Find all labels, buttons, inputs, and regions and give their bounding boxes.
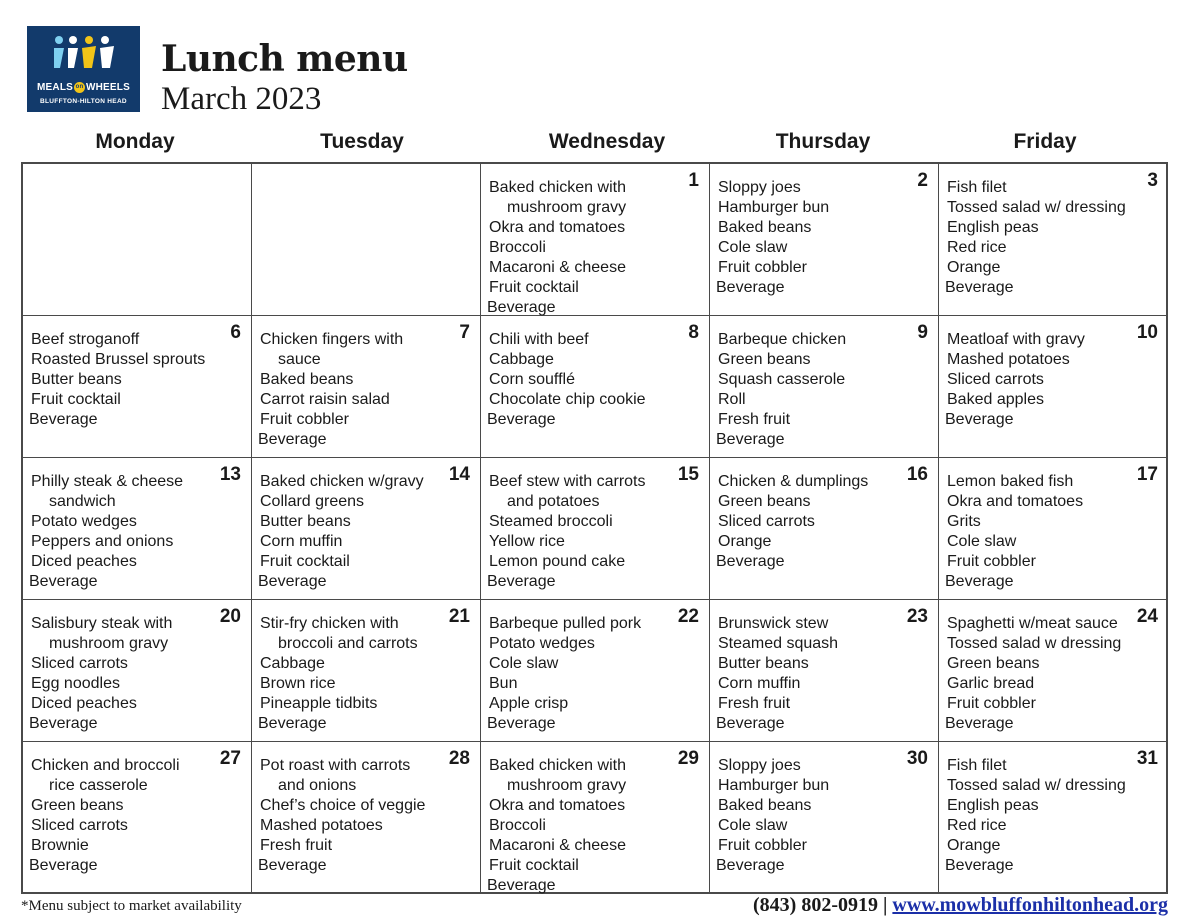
menu-item: Fish filet [947,179,1007,196]
menu-item: mushroom gravy [507,777,627,794]
menu-item: Cabbage [260,655,325,672]
menu-item: Okra and tomatoes [489,219,626,236]
menu-calendar-grid [21,162,1168,894]
menu-item: Beverage [29,715,98,732]
day-number: 23 [906,606,928,627]
menu-item: Brownie [31,837,89,854]
menu-items [718,756,934,876]
menu-item: Chef’s choice of veggie [260,797,426,814]
calendar-cell [710,316,939,458]
menu-item: Beverage [945,411,1014,428]
calendar-cell [23,458,252,600]
menu-item: Garlic bread [947,675,1035,692]
menu-item: Baked beans [718,797,812,814]
day-number: 24 [1136,606,1158,627]
menu-item: Chicken fingers with [260,331,404,348]
menu-item: Lemon pound cake [489,553,626,570]
menu-item: Beverage [716,715,785,732]
menu-item: Mashed potatoes [260,817,383,834]
menu-item: Steamed broccoli [489,513,613,530]
calendar-cell [23,164,252,316]
menu-item: Beverage [945,279,1014,296]
menu-items [947,330,1164,430]
menu-item: Collard greens [260,493,365,510]
menu-item: Lemon baked fish [947,473,1074,490]
calendar-cell [252,742,481,892]
menu-item: Beverage [258,431,327,448]
logo-figures-icon [51,34,117,76]
menu-item: Beverage [487,299,556,316]
page-title: Lunch menu [161,38,408,80]
menu-item: Beverage [487,411,556,428]
menu-item: Diced peaches [31,695,137,712]
calendar-cell [939,458,1168,600]
menu-item: Butter beans [260,513,351,530]
menu-item: Apple crisp [489,695,569,712]
calendar-cell [939,164,1168,316]
menu-item: Diced peaches [31,553,137,570]
calendar-cell [252,164,481,316]
menu-item: Beverage [258,857,327,874]
menu-item: Chocolate chip cookie [489,391,646,408]
menu-items [947,614,1164,734]
menu-item: Macaroni & cheese [489,259,626,276]
menu-item: Corn muffin [718,675,801,692]
day-number: 30 [906,748,928,769]
menu-item: Squash casserole [718,371,846,388]
day-header-friday: Friday [1013,130,1077,153]
logo-wordmark: MEALS on WHEELS [37,82,130,94]
menu-item: Broccoli [489,817,546,834]
menu-item: Broccoli [489,239,546,256]
day-number: 6 [230,322,241,343]
menu-items [31,756,247,876]
calendar-cell [710,742,939,892]
day-number: 22 [677,606,699,627]
menu-item: Brunswick stew [718,615,829,632]
page-subtitle: March 2023 [161,81,322,117]
meals-on-wheels-logo [27,26,140,112]
menu-item: Yellow rice [489,533,565,550]
menu-item: Beverage [716,553,785,570]
menu-item: Beef stroganoff [31,331,140,348]
day-number: 16 [906,464,928,485]
menu-item: rice casserole [49,777,148,794]
menu-items [718,472,934,572]
day-number: 13 [219,464,241,485]
menu-item: Egg noodles [31,675,120,692]
menu-items [260,472,476,592]
menu-item: Carrot raisin salad [260,391,390,408]
day-number: 1 [688,170,699,191]
menu-item: Salisbury steak with [31,615,173,632]
menu-items [947,178,1164,298]
menu-item: Orange [718,533,772,550]
day-number: 21 [448,606,470,627]
menu-item: Fruit cobbler [947,695,1036,712]
menu-item: Brown rice [260,675,336,692]
day-header-thursday: Thursday [775,130,871,153]
menu-item: Barbeque pulled pork [489,615,642,632]
logo-location: BLUFFTON-HILTON HEAD [40,98,127,105]
menu-item: Beef stew with carrots [489,473,646,490]
menu-items [947,756,1164,876]
menu-item: Pot roast with carrots [260,757,411,774]
menu-items [489,756,705,896]
menu-item: Sloppy joes [718,179,801,196]
menu-item: Roasted Brussel sprouts [31,351,206,368]
menu-items [718,178,934,298]
menu-item: Chicken & dumplings [718,473,869,490]
menu-item: Corn soufflé [489,371,575,388]
menu-item: Baked chicken with [489,179,626,196]
menu-item: Chicken and broccoli [31,757,180,774]
calendar-cell [939,600,1168,742]
menu-item: Beverage [945,573,1014,590]
menu-item: English peas [947,797,1039,814]
day-number: 14 [448,464,470,485]
menu-item: Barbeque chicken [718,331,847,348]
menu-item: Beverage [945,857,1014,874]
menu-item: Cole slaw [718,817,788,834]
menu-item: Stir-fry chicken with [260,615,399,632]
menu-item: Fish filet [947,757,1007,774]
menu-items [947,472,1164,592]
calendar-cell [939,316,1168,458]
menu-item: Cole slaw [947,533,1017,550]
menu-item: Okra and tomatoes [489,797,626,814]
day-header-tuesday: Tuesday [320,130,404,153]
calendar-cell [23,600,252,742]
calendar-cell [481,316,710,458]
day-number: 10 [1136,322,1158,343]
menu-item: and onions [278,777,357,794]
menu-item: Roll [718,391,746,408]
menu-item: Pineapple tidbits [260,695,378,712]
menu-item: Cole slaw [489,655,559,672]
menu-item: Fruit cobbler [718,837,807,854]
day-header-wednesday: Wednesday [548,130,666,153]
menu-item: Fresh fruit [718,411,791,428]
website-link[interactable]: www.mowbluffonhiltonhead.org [892,894,1168,916]
menu-item: Baked beans [260,371,354,388]
menu-item: broccoli and carrots [278,635,418,652]
calendar-cell [252,316,481,458]
menu-item: Beverage [258,715,327,732]
menu-item: Potato wedges [489,635,595,652]
menu-items [31,472,247,592]
menu-item: Fruit cocktail [260,553,350,570]
menu-items [489,614,705,734]
menu-item: Peppers and onions [31,533,174,550]
day-number: 3 [1147,170,1158,191]
menu-item: Fruit cobbler [947,553,1036,570]
menu-item: Cole slaw [718,239,788,256]
contact-info [753,894,1168,917]
day-number: 2 [917,170,928,191]
menu-item: Tossed salad w/ dressing [947,777,1126,794]
menu-item: Philly steak & cheese [31,473,184,490]
menu-items [31,330,247,430]
menu-item: Beverage [29,411,98,428]
menu-item: mushroom gravy [507,199,627,216]
menu-items [718,330,934,450]
menu-item: Beverage [487,715,556,732]
menu-item: Chili with beef [489,331,589,348]
menu-item: Hamburger bun [718,199,830,216]
menu-item: Spaghetti w/meat sauce [947,615,1118,632]
menu-item: Okra and tomatoes [947,493,1084,510]
menu-item: Beverage [716,279,785,296]
day-number: 28 [448,748,470,769]
menu-item: Grits [947,513,981,530]
calendar-cell [23,316,252,458]
menu-items [489,330,705,430]
calendar-cell [710,164,939,316]
day-header-monday: Monday [95,130,175,153]
day-number: 27 [219,748,241,769]
menu-item: Sliced carrots [31,655,128,672]
day-number: 9 [917,322,928,343]
menu-item: Fresh fruit [718,695,791,712]
menu-item: Baked beans [718,219,812,236]
menu-item: Butter beans [718,655,809,672]
menu-item: Green beans [31,797,124,814]
menu-item: Beverage [29,573,98,590]
menu-item: Cabbage [489,351,554,368]
menu-item: Beverage [487,573,556,590]
menu-item: Sliced carrots [31,817,128,834]
menu-item: sandwich [49,493,116,510]
menu-item: Baked apples [947,391,1044,408]
menu-item: Beverage [487,877,556,894]
separator: | [882,894,888,916]
menu-item: Fruit cocktail [489,279,579,296]
menu-item: Sloppy joes [718,757,801,774]
menu-item: Fresh fruit [260,837,333,854]
calendar-cell [481,458,710,600]
menu-item: Fruit cocktail [489,857,579,874]
calendar-cell [252,600,481,742]
menu-item: Macaroni & cheese [489,837,626,854]
menu-item: Butter beans [31,371,122,388]
menu-item: Meatloaf with gravy [947,331,1085,348]
calendar-cell [710,458,939,600]
menu-item: Beverage [258,573,327,590]
menu-items [260,614,476,734]
menu-item: mushroom gravy [49,635,169,652]
menu-item: Orange [947,837,1001,854]
day-number: 29 [677,748,699,769]
menu-item: Tossed salad w dressing [947,635,1122,652]
menu-item: Potato wedges [31,513,137,530]
menu-items [489,178,705,318]
menu-item: sauce [278,351,321,368]
calendar-cell [252,458,481,600]
calendar-cell [481,164,710,316]
calendar-cell [939,742,1168,892]
calendar-cell [23,742,252,892]
day-number: 31 [1136,748,1158,769]
menu-item: Corn muffin [260,533,343,550]
calendar-cell [481,600,710,742]
menu-items [260,330,476,450]
menu-item: Mashed potatoes [947,351,1070,368]
menu-item: Sliced carrots [947,371,1044,388]
day-number: 17 [1136,464,1158,485]
menu-item: English peas [947,219,1039,236]
menu-item: Green beans [718,493,811,510]
menu-item: Sliced carrots [718,513,815,530]
menu-item: Green beans [718,351,811,368]
menu-items [31,614,247,734]
menu-item: Fruit cocktail [31,391,121,408]
menu-item: Baked chicken w/gravy [260,473,424,490]
menu-item: Fruit cobbler [718,259,807,276]
menu-item: Red rice [947,817,1007,834]
day-number: 20 [219,606,241,627]
menu-item: and potatoes [507,493,600,510]
day-number: 7 [459,322,470,343]
menu-item: Bun [489,675,518,692]
menu-item: Steamed squash [718,635,839,652]
menu-item: Beverage [716,431,785,448]
menu-items [489,472,705,592]
calendar-cell [710,600,939,742]
menu-items [718,614,934,734]
phone-number: (843) 802-0919 [753,894,878,916]
menu-item: Beverage [716,857,785,874]
menu-item: Baked chicken with [489,757,626,774]
day-number: 8 [688,322,699,343]
menu-items [260,756,476,876]
menu-item: Hamburger bun [718,777,830,794]
menu-item: Green beans [947,655,1040,672]
menu-item: Orange [947,259,1001,276]
menu-item: Red rice [947,239,1007,256]
menu-item: Fruit cobbler [260,411,349,428]
day-number: 15 [677,464,699,485]
menu-item: Beverage [29,857,98,874]
footnote: *Menu subject to market availability [21,898,242,914]
calendar-cell [481,742,710,892]
menu-item: Beverage [945,715,1014,732]
menu-item: Tossed salad w/ dressing [947,199,1126,216]
